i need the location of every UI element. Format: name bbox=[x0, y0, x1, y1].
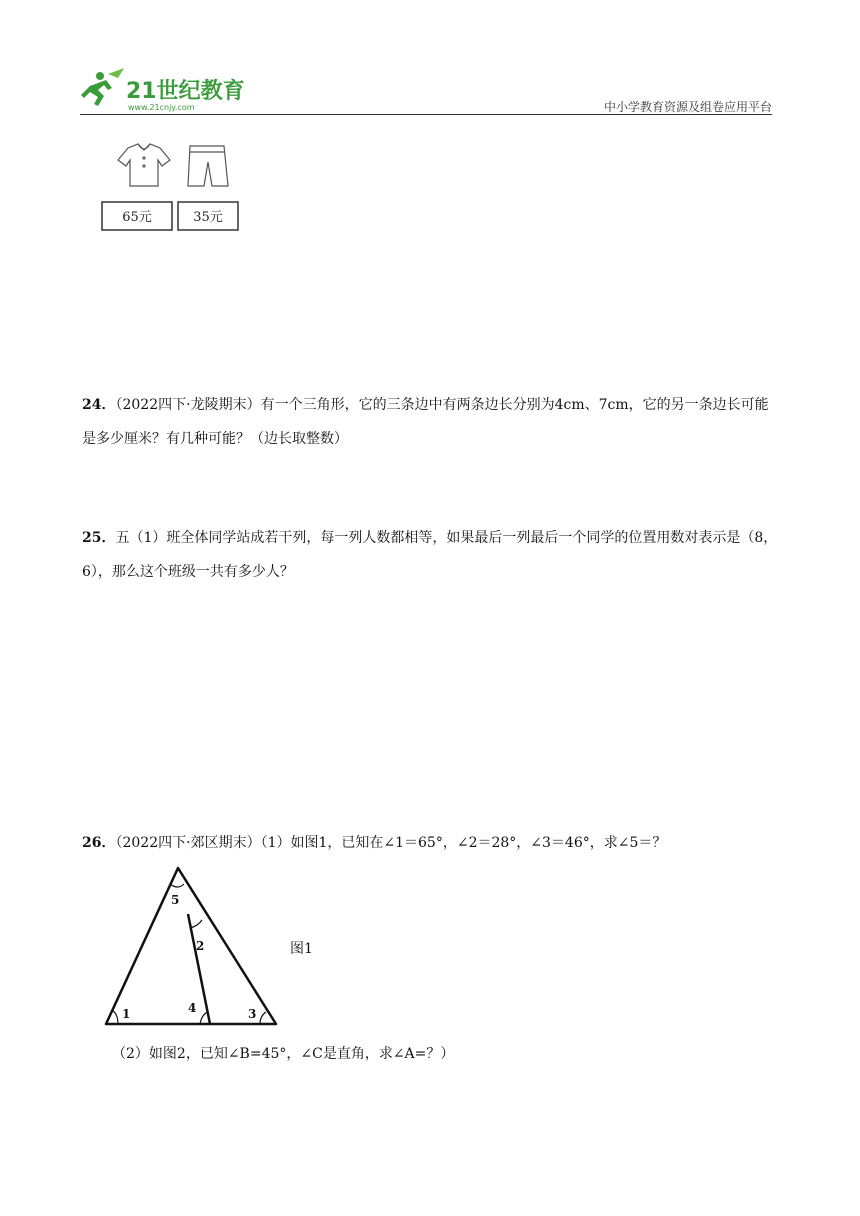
shirt-price: 65元 bbox=[122, 210, 152, 225]
question-source: （2022四下·郊区期末） bbox=[115, 835, 261, 851]
shorts-price: 35元 bbox=[193, 210, 223, 225]
angle-2-label: 2 bbox=[196, 939, 205, 953]
angle-4-label: 4 bbox=[188, 1001, 197, 1015]
question-text: （1）如图1，已知在∠1＝65°，∠2＝28°，∠3＝46°，求∠5＝？ bbox=[260, 835, 667, 851]
subquestion-2: （2）如图2，已知∠B=45°，∠C是直角，求∠A=？） bbox=[112, 1046, 455, 1062]
logo-brand: 21世纪教育 bbox=[126, 79, 245, 104]
figure-1-caption: 图1 bbox=[290, 941, 313, 957]
question-text: 有一个三角形，它的三条边中有两条边长分别为4cm、7cm，它的另一条边长可能是多少厘米？有几种可能？（边长取整数） bbox=[82, 397, 769, 447]
question-25 bbox=[82, 521, 782, 589]
angle-1-label: 1 bbox=[122, 1007, 131, 1021]
platform-title: 中小学教育资源及组卷应用平台 bbox=[603, 100, 772, 114]
question-number: 26． bbox=[82, 835, 116, 851]
angle-5-label: 5 bbox=[171, 893, 180, 907]
site-logo bbox=[78, 66, 248, 116]
question-number: 25． bbox=[82, 530, 116, 546]
logo-url: www.21cnjy.com bbox=[128, 103, 195, 112]
shirt-icon bbox=[118, 144, 170, 186]
angle-3-label: 3 bbox=[248, 1007, 257, 1021]
runner-icon bbox=[81, 68, 124, 106]
question-text: 五（1）班全体同学站成若干列，每一列人数都相等，如果最后一列最后一个同学的位置用数对表示是（8，6），那么这个班级一共有多少人？ bbox=[82, 530, 778, 580]
shorts-icon bbox=[188, 146, 228, 186]
clothes-price-figure bbox=[98, 140, 243, 235]
figure-1-triangle bbox=[98, 862, 282, 1030]
question-source: （2022四下·龙陵期末） bbox=[115, 397, 261, 413]
question-24 bbox=[82, 388, 782, 456]
question-number: 24． bbox=[82, 397, 116, 413]
header-divider bbox=[80, 114, 772, 115]
question-26 bbox=[82, 826, 782, 860]
